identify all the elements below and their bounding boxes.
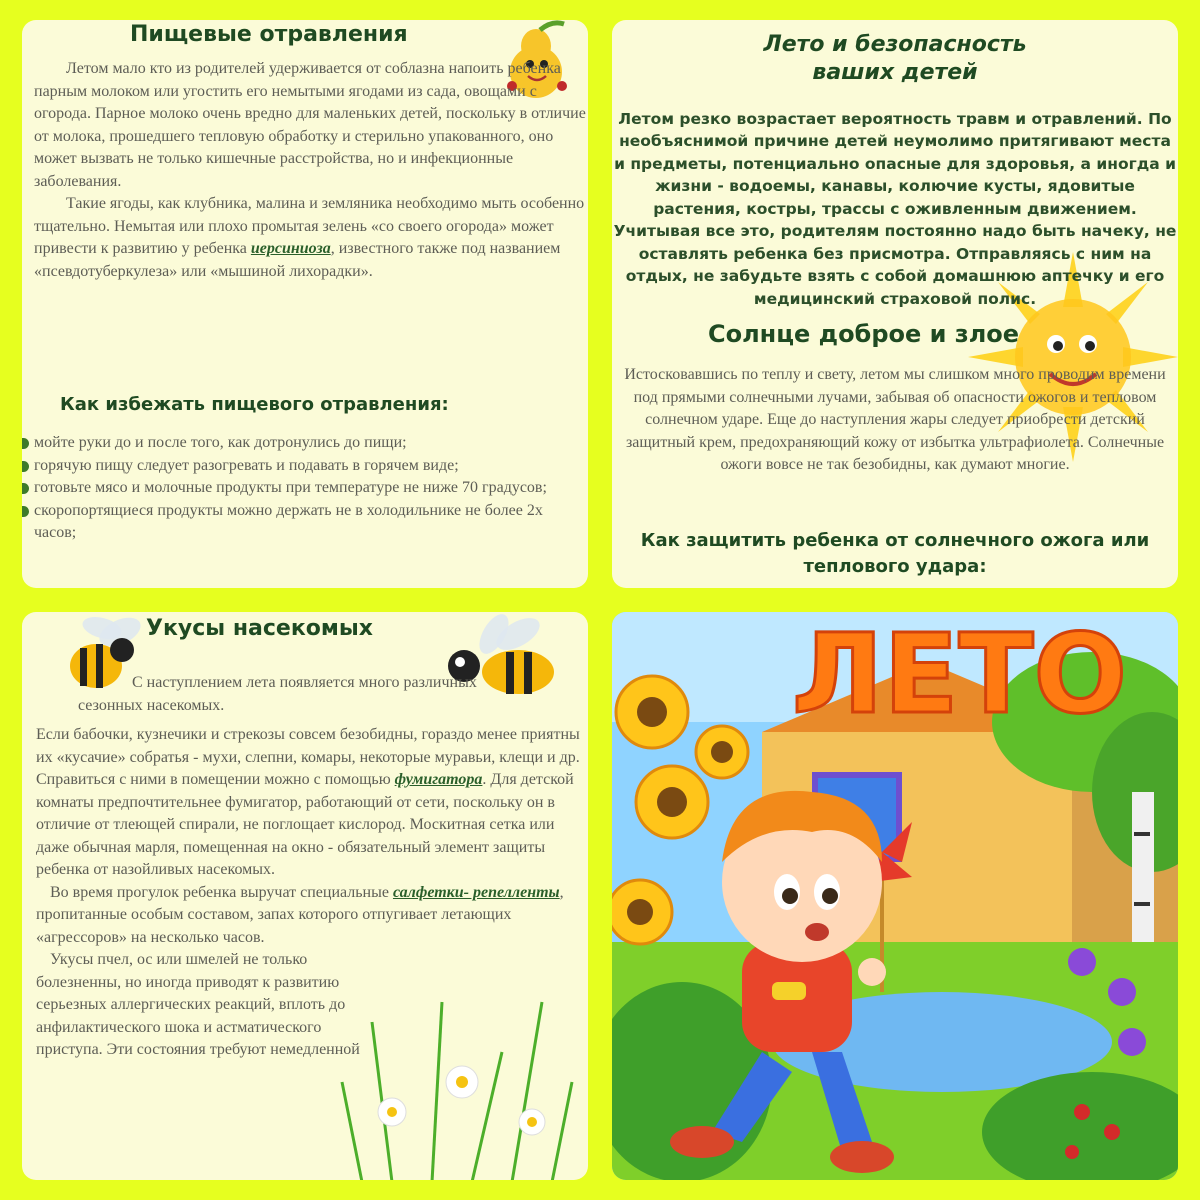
summer-word: ЛЕТО <box>792 612 1128 738</box>
food-paragraph-2-end: , известного также под названием «псевдотуберкулеза» или «мышиной лихорадки». <box>34 240 561 280</box>
insects-paragraph-2-text: Во время прогулок ребенка выручат специальные <box>50 883 389 901</box>
link-fumigator[interactable]: фумигатора <box>394 771 483 788</box>
link-yersiniosis[interactable]: иерсиниоза <box>250 240 331 257</box>
list-item: скоропортящиеся продукты можно держать не в холодильнике не более 2х часов; <box>28 500 584 545</box>
panel-food-poisoning <box>22 20 588 588</box>
food-paragraph-2 <box>34 193 586 283</box>
food-paragraph-2-text: Такие ягоды, как клубника, малина и земляника необходимо мыть особенно тщательно. Немытая или плохо промытая зелень «со своего огорода» может привести к развитию у ребенка <box>34 195 585 257</box>
insects-paragraph-1 <box>36 724 584 882</box>
insects-paragraph-3: Укусы пчел, ос или шмелей не только болезненны, но иногда приводят к развитию серьезных аллергических реакций, вплоть до анфилактического шока и астматического приступа. Эти состояния требуют немедленной <box>36 951 360 1058</box>
insects-paragraph-1-text: Если бабочки, кузнечики и стрекозы совсем безобидны, гораздо менее приятны их «кусачие» собратья - мухи, слепни, комары, некоторые муравьи, клещи и др. Справиться с ними в помещении можно с помощью <box>36 726 580 788</box>
sun-heading: Солнце доброе и злое <box>708 320 1020 348</box>
food-subheading: Как избежать пищевого отравления: <box>60 394 449 415</box>
food-tips-list <box>28 432 584 545</box>
list-item: мойте руки до и после того, как дотронулись до пищи; <box>28 432 584 455</box>
list-item: готовьте мясо и молочные продукты при температуре не ниже 70 градусов; <box>28 477 584 500</box>
list-item: горячую пищу следует разогревать и подавать в горячем виде; <box>28 455 584 478</box>
safety-paragraph: Летом резко возрастает вероятность травм и отравлений. По необъяснимой причине детей неумолимо притягивают места и предметы, потенциально опасные для здоровья, а иногда и жизни - водоемы, канавы, колючие кусты, ядовитые растения, костры, трассы с оживленным движением. Учитывая все это, родителям постоянно надо быть начеку, не оставлять ребенка без присмотра. Отправляясь с ним на отдых, не забудьте взять с собой домашнюю аптечку и его медицинский страховой полис. <box>613 109 1177 308</box>
food-paragraph-1: Летом мало кто из родителей удерживается от соблазна напоить ребенка парным молоком или угостить его немытыми ягодами из сада, овощами с огорода. Парное молоко очень вредно для маленьких детей, поскольку в отличие от молока, прошедшего тепловую обработку и стерильно упакованного, оно может вызвать не только кишечные расстройства, но и инфекционные заболевания. <box>34 60 586 190</box>
panel-summer-illustration <box>612 612 1178 1180</box>
daisy-flowers-icon <box>332 962 582 1180</box>
panel-insect-bites <box>22 612 588 1180</box>
summer-boy-illustration <box>612 612 1178 1180</box>
sun-paragraph: Истосковавшись по теплу и свету, летом мы слишком много проводим времени под прямыми солнечными лучами, забывая об опасности ожогов и тепловом солнечном ударе. Еще до наступления жары следует приобрести детский защитный крем, предохраняющий кожу от избытка ультрафиолета. Солнечные ожоги вовсе не так безобидны, как думают многие. <box>624 366 1166 473</box>
panel-summer-safety <box>612 20 1178 588</box>
safety-title-line-1: Лето и безопасность <box>763 32 1027 57</box>
safety-title-line-2: ваших детей <box>812 60 978 85</box>
link-repellent-wipes[interactable]: салфетки- репелленты <box>392 883 560 901</box>
insects-paragraph-2 <box>36 882 584 950</box>
protect-heading: Как защитить ребенка от солнечного ожога или теплового удара: <box>640 530 1150 577</box>
insects-intro: С наступлением лета появляется много различных сезонных насекомых. <box>78 674 477 714</box>
insects-paragraph-1-end: . Для детской комнаты предпочтительнее фумигатор, работающий от сети, поскольку он в отличие от тлеющей спирали, не поглощает кислород. Москитная сетка или даже обычная марля, помещенная на окно - обязательный элемент защиты ребенка от назойливых насекомых. <box>36 771 574 878</box>
food-text <box>34 58 586 283</box>
panel-title: Укусы насекомых <box>146 616 373 641</box>
panel-title: Пищевые отравления <box>130 22 408 47</box>
insects-paragraph-2-end: , пропитанные особым составом, запах которого отпугивает летающих «агрессоров» на несколько часов. <box>36 883 564 946</box>
